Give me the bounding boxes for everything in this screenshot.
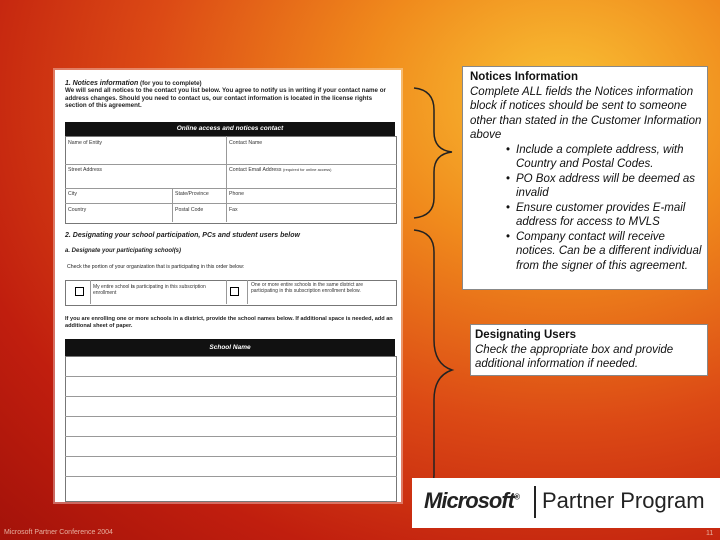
city-divider xyxy=(172,188,173,222)
notices-callout-intro: Complete ALL fields the Notices information block if notices should be sent to someone other than stated in the Customer Information above xyxy=(470,85,702,141)
section1-title: Notices information xyxy=(72,80,139,87)
list-item: • Ensure customer provides E-mail address for access to MVLS xyxy=(516,201,707,230)
street-field-label: Street Address xyxy=(68,167,103,173)
postal-field-label: Postal Code xyxy=(175,207,204,213)
section2-number: 2. xyxy=(65,232,71,239)
table-row xyxy=(65,456,397,457)
microsoft-logo: Microsoft® xyxy=(424,488,519,513)
enroll-note: If you are enrolling one or more schools in a district, provide the school names below. If additional space is needed, add an additional sheet of paper. xyxy=(65,316,393,329)
option1-suffix: participating in this subscription enrollment xyxy=(93,284,206,296)
options-divider xyxy=(226,280,227,304)
section1-subtitle: (for you to complete) xyxy=(140,80,202,87)
section2-title: Designating your school participation, PCs and student users below xyxy=(72,232,300,239)
users-callout xyxy=(470,324,708,376)
brace-connectors xyxy=(400,80,466,500)
checkbox-cell-divider xyxy=(247,280,248,304)
section1-number: 1. xyxy=(65,80,71,87)
contact-email-note: (required for online access) xyxy=(282,167,332,172)
list-item: • Company contact will receive notices. Can be a different individual from the signer of this agreement. xyxy=(516,230,707,274)
table-row xyxy=(65,396,397,397)
row-line xyxy=(65,203,397,204)
copyright-text: Microsoft Partner Conference 2004 xyxy=(4,529,113,536)
option1-label xyxy=(93,284,221,296)
section1-text: We will send all notices to the contact you list below. You agree to notify us in writing if your contact name or address changes. Should you need to contact us, our contact information is located in the license rights section of this agreement. xyxy=(65,87,386,110)
form-document xyxy=(55,70,401,502)
fax-field-label: Fax xyxy=(229,207,238,213)
notices-bullet-list xyxy=(470,143,707,274)
row-line xyxy=(65,188,397,189)
section1-header xyxy=(65,80,395,110)
microsoft-logo-text: Microsoft xyxy=(424,488,514,513)
page-number: 11 xyxy=(706,530,714,537)
option1-bold: is xyxy=(130,284,135,290)
option1-prefix: My entire school xyxy=(93,284,130,290)
state-field-label: State/Province xyxy=(175,191,209,197)
table-row xyxy=(65,436,397,437)
contact-email-field-label xyxy=(229,167,331,173)
users-brace xyxy=(414,230,452,494)
contact-fields-divider xyxy=(226,136,227,222)
school-name-band: School Name xyxy=(65,339,395,356)
check-portion-text: Check the portion of your organization that is participating in this order below: xyxy=(67,264,245,270)
notices-brace xyxy=(414,88,452,218)
city-field-label: City xyxy=(68,191,77,197)
entire-school-checkbox[interactable] xyxy=(75,287,84,296)
notices-callout-title: Notices Information xyxy=(470,71,578,83)
section2a-heading: a. Designate your participating school(s) xyxy=(65,248,182,254)
section2-header xyxy=(65,232,395,239)
partner-program-title: Partner Program xyxy=(542,488,705,513)
list-item: • Include a complete address, with Country and Postal Codes. xyxy=(516,143,707,172)
entity-field-label: Name of Entity xyxy=(68,140,103,146)
users-callout-title: Designating Users xyxy=(475,329,576,341)
checkbox-cell-divider xyxy=(90,280,91,304)
table-row xyxy=(65,376,397,377)
users-callout-body: Check the appropriate box and provide additional information if needed. xyxy=(475,343,674,370)
online-access-band: Online access and notices contact xyxy=(65,122,395,136)
school-name-table xyxy=(65,356,397,502)
table-row xyxy=(65,476,397,477)
row-line xyxy=(65,164,397,165)
option2-label: One or more entire schools in the same district are participating in this subscription enrollment below. xyxy=(251,282,363,294)
list-item: • PO Box address will be deemed as invalid xyxy=(516,172,707,201)
phone-field-label: Phone xyxy=(229,191,245,197)
country-field-label: Country xyxy=(68,207,87,213)
multiple-schools-checkbox[interactable] xyxy=(230,287,239,296)
contact-email-label: Contact Email Address xyxy=(229,167,282,173)
logo-divider xyxy=(534,486,536,518)
table-row xyxy=(65,416,397,417)
contact-name-field-label: Contact Name xyxy=(229,140,263,146)
notices-callout xyxy=(462,66,708,290)
